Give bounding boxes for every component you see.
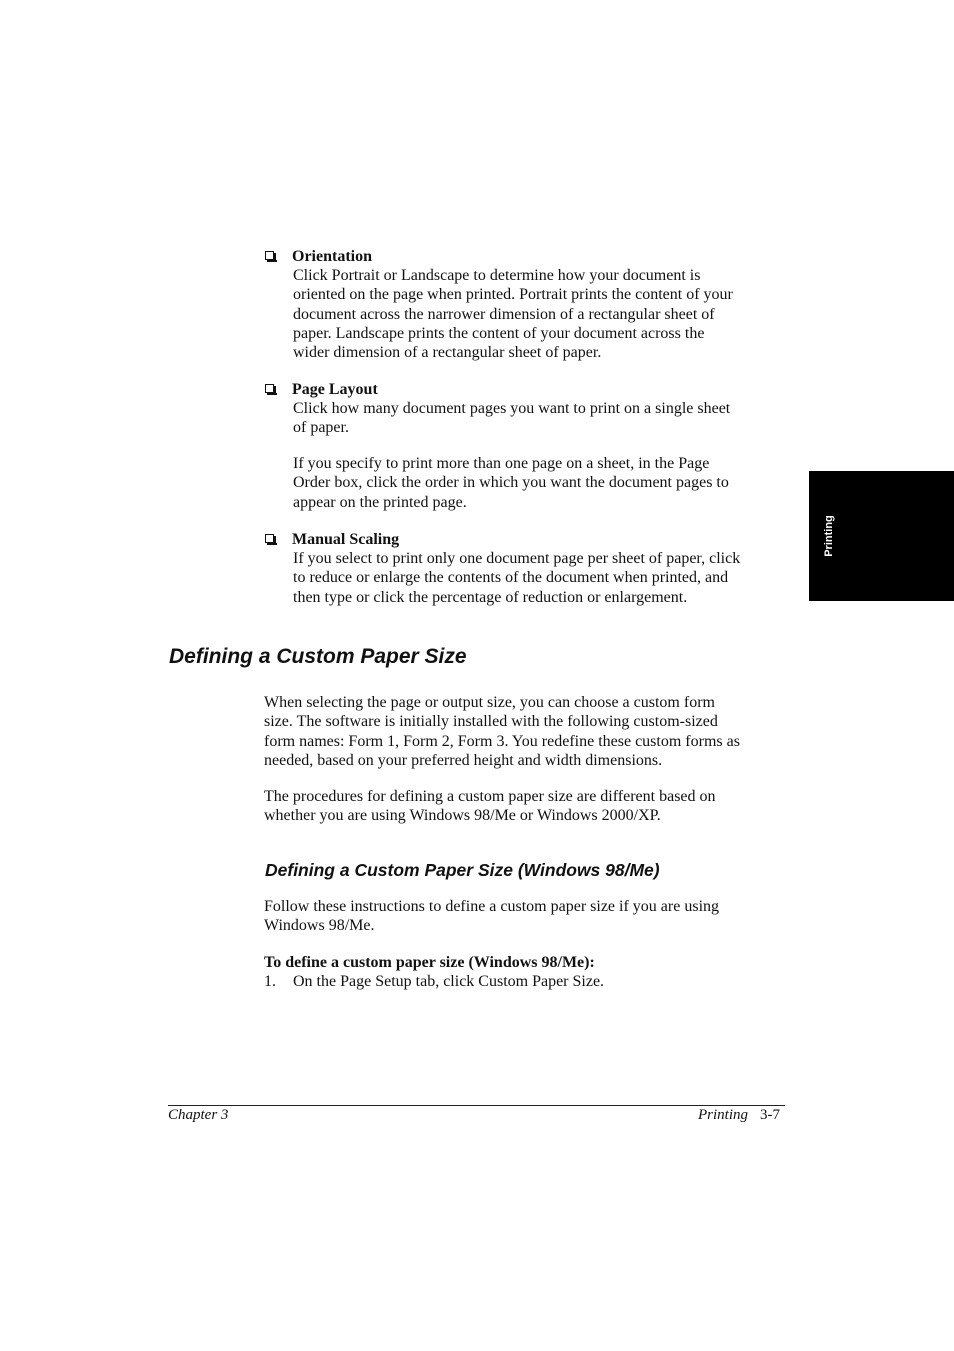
footer-page (690, 1107, 780, 1124)
text-line: to reduce or enlarge the contents of the document when printed, and (293, 569, 729, 587)
procedure-step (264, 972, 789, 991)
text-line: If you select to print only one document page per sheet of paper, click (293, 550, 741, 567)
bullet-box-icon (265, 384, 274, 393)
footer-page-number: 3-7 (760, 1107, 780, 1123)
text-line: Follow these instructions to define a custom paper size if you are using (264, 898, 720, 915)
text-line: Order box, click the order in which you want the document pages to (293, 474, 729, 492)
text-line: The procedures for defining a custom paper size are different based on (264, 788, 716, 805)
bullet-box-icon (265, 534, 274, 543)
bullet-body-manual-scaling (293, 549, 788, 607)
section-paragraph-1 (264, 693, 789, 770)
text-line: whether you are using Windows 98/Me or Windows 2000/XP. (264, 807, 661, 825)
text-line: oriented on the page when printed. Portrait prints the content of your (293, 286, 733, 304)
text-line: appear on the printed page. (293, 493, 467, 511)
text-line: wider dimension of a rectangular sheet of paper. (293, 344, 602, 362)
text-line: Click Portrait or Landscape to determine how your document is (293, 267, 701, 284)
text-line: document across the narrower dimension of a rectangular sheet of (293, 305, 715, 323)
text-line: of paper. (293, 419, 349, 437)
step-number: 1. (264, 973, 276, 990)
side-tab-label: Printing (823, 515, 835, 557)
text-line: Click how many document pages you want to print on a single sheet (293, 400, 731, 417)
step-text: On the Page Setup tab, click Custom Paper Size. (293, 973, 605, 990)
bullet-body-page-layout (293, 399, 788, 438)
text-line: Windows 98/Me. (264, 917, 375, 935)
bullet-title-manual-scaling: Manual Scaling (292, 531, 400, 548)
text-line: When selecting the page or output size, you can choose a custom form (264, 694, 715, 711)
bullet-body-page-layout-extra (293, 454, 788, 512)
footer-section-label: Printing (697, 1107, 748, 1123)
text-line: then type or click the percentage of reduction or enlargement. (293, 588, 688, 606)
bullet-title-page-layout: Page Layout (292, 381, 378, 398)
text-line: needed, based on your preferred height and width dimensions. (264, 751, 663, 769)
footer-chapter: Chapter 3 (168, 1107, 229, 1123)
procedure-title: To define a custom paper size (Windows 98/Me): (264, 954, 595, 971)
section-heading: Defining a Custom Paper Size (169, 645, 467, 668)
text-line: If you specify to print more than one page on a sheet, in the Page (293, 455, 710, 472)
bullet-title-orientation: Orientation (292, 248, 372, 265)
text-line: form names: Form 1, Form 2, Form 3. You redefine these custom forms as (264, 732, 740, 750)
subsection-heading: Defining a Custom Paper Size (Windows 98/Me) (265, 860, 660, 880)
footer-rule (168, 1105, 785, 1106)
bullet-body-orientation (293, 266, 788, 362)
subsection-paragraph (264, 897, 789, 936)
section-paragraph-2 (264, 787, 789, 826)
bullet-box-icon (265, 251, 274, 260)
text-line: paper. Landscape prints the content of your document across the (293, 324, 705, 342)
text-line: size. The software is initially installed with the following custom-sized (264, 713, 718, 731)
